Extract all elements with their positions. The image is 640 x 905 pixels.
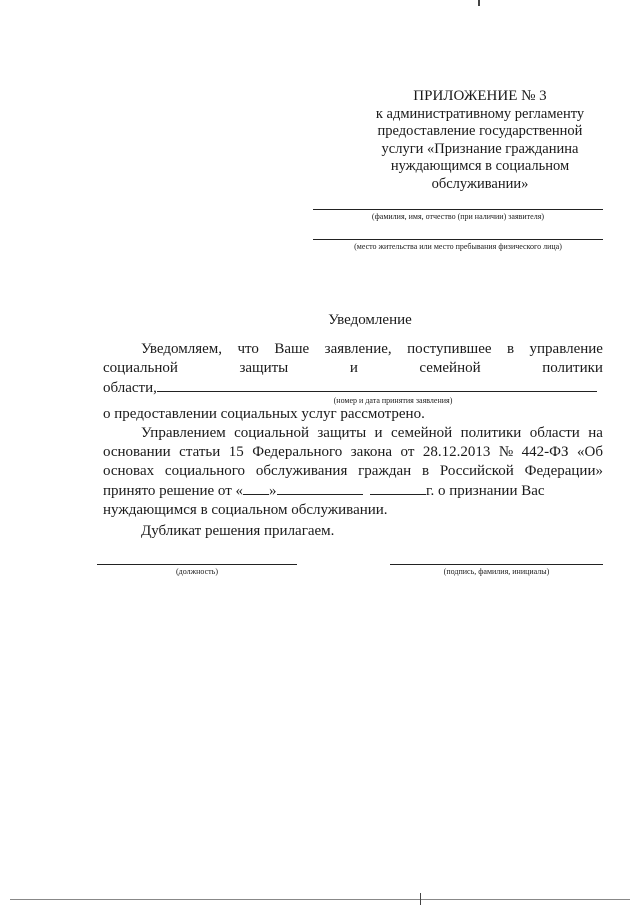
word: статьи	[179, 444, 221, 460]
para2-line-3	[103, 462, 603, 481]
notice-line-4: о предоставлении социальных услуг рассмотрено.	[103, 406, 425, 422]
applicant-address-rule	[313, 239, 603, 240]
appendix-line: к административному регламенту	[375, 105, 585, 122]
position-caption: (должность)	[176, 567, 218, 576]
word: социальной	[234, 425, 309, 441]
para3: Дубликат решения прилагаем.	[141, 523, 335, 539]
signature-field	[390, 564, 603, 577]
word: социальной	[103, 360, 178, 376]
para2-line-2	[103, 443, 603, 462]
word: и	[374, 425, 383, 441]
word: поступившее	[407, 341, 492, 357]
word: Российской	[439, 463, 514, 479]
position-rule	[97, 564, 297, 565]
word: основании	[103, 444, 171, 460]
word: в	[421, 463, 430, 479]
decision-mid: »	[269, 483, 277, 499]
applicant-name-field	[313, 209, 603, 222]
word: на	[588, 425, 603, 441]
decision-prefix: принято решение от «	[103, 483, 244, 499]
word: политики	[460, 425, 522, 441]
word: 28.12.2013	[422, 444, 491, 460]
word: социального	[164, 463, 246, 479]
signature-rule	[390, 564, 603, 565]
word: защиты	[239, 360, 289, 376]
decision-suffix: г. о признании Вас	[426, 483, 545, 499]
word: заявление,	[324, 341, 392, 357]
word: семейной	[390, 425, 453, 441]
scan-mark-bottom-tick	[420, 893, 421, 905]
word: Уведомляем,	[141, 341, 223, 357]
appendix-line: предоставление государственной	[377, 123, 583, 139]
decision-month-blank	[277, 481, 363, 495]
word: Управлением	[141, 425, 226, 441]
word: области	[529, 425, 580, 441]
scan-mark-top	[478, 0, 480, 6]
application-number-blank	[157, 378, 597, 392]
applicant-address-field	[313, 239, 603, 252]
word: от	[400, 444, 415, 460]
word: граждан	[358, 463, 412, 479]
applicant-address-caption: (место жительства или место пребывания физического лица)	[354, 242, 562, 251]
appendix-block	[355, 88, 605, 193]
word: политики	[542, 360, 603, 376]
word: обслуживания	[255, 463, 348, 479]
word: семейной	[419, 360, 481, 376]
decision-year-blank	[370, 481, 426, 495]
notice-line-3	[103, 378, 603, 398]
appendix-line: обслуживании»	[431, 175, 529, 192]
word: Федерального	[252, 444, 343, 460]
word: в	[506, 341, 515, 357]
word: 15	[228, 444, 244, 460]
appendix-line: услуги «Признание гражданина	[381, 140, 579, 157]
word: Федерации»	[524, 463, 603, 479]
para2-line-5: нуждающимся в социальном обслуживании.	[103, 502, 388, 518]
word: закона	[350, 444, 393, 460]
page-title: Уведомление	[328, 312, 412, 328]
appendix-heading: ПРИЛОЖЕНИЕ № 3	[413, 88, 547, 104]
para2-line-4	[103, 481, 603, 501]
line3-prefix: области,	[103, 380, 157, 396]
notice-line-1	[103, 340, 603, 359]
decision-day-blank	[243, 481, 269, 495]
word: и	[349, 360, 358, 376]
notice-body	[103, 340, 603, 541]
applicant-name-caption: (фамилия, имя, отчество (при наличии) заявителя)	[371, 212, 545, 221]
word: 442-ФЗ	[521, 444, 569, 460]
signature-caption: (подпись, фамилия, инициалы)	[443, 567, 550, 576]
scan-mark-bottom-line	[10, 899, 630, 900]
application-number-caption: (номер и дата принятия заявления)	[333, 396, 453, 405]
word: «Об	[577, 444, 603, 460]
word: Ваше	[274, 341, 310, 357]
notice-line-2	[103, 359, 603, 378]
word: что	[237, 341, 259, 357]
para2-line-1	[103, 424, 603, 443]
word: №	[498, 444, 514, 460]
word: основах	[103, 463, 155, 479]
applicant-name-rule	[313, 209, 603, 210]
word: управление	[529, 341, 603, 357]
position-field	[97, 564, 297, 577]
appendix-line: нуждающимся в социальном	[390, 158, 570, 174]
word: защиты	[317, 425, 367, 441]
